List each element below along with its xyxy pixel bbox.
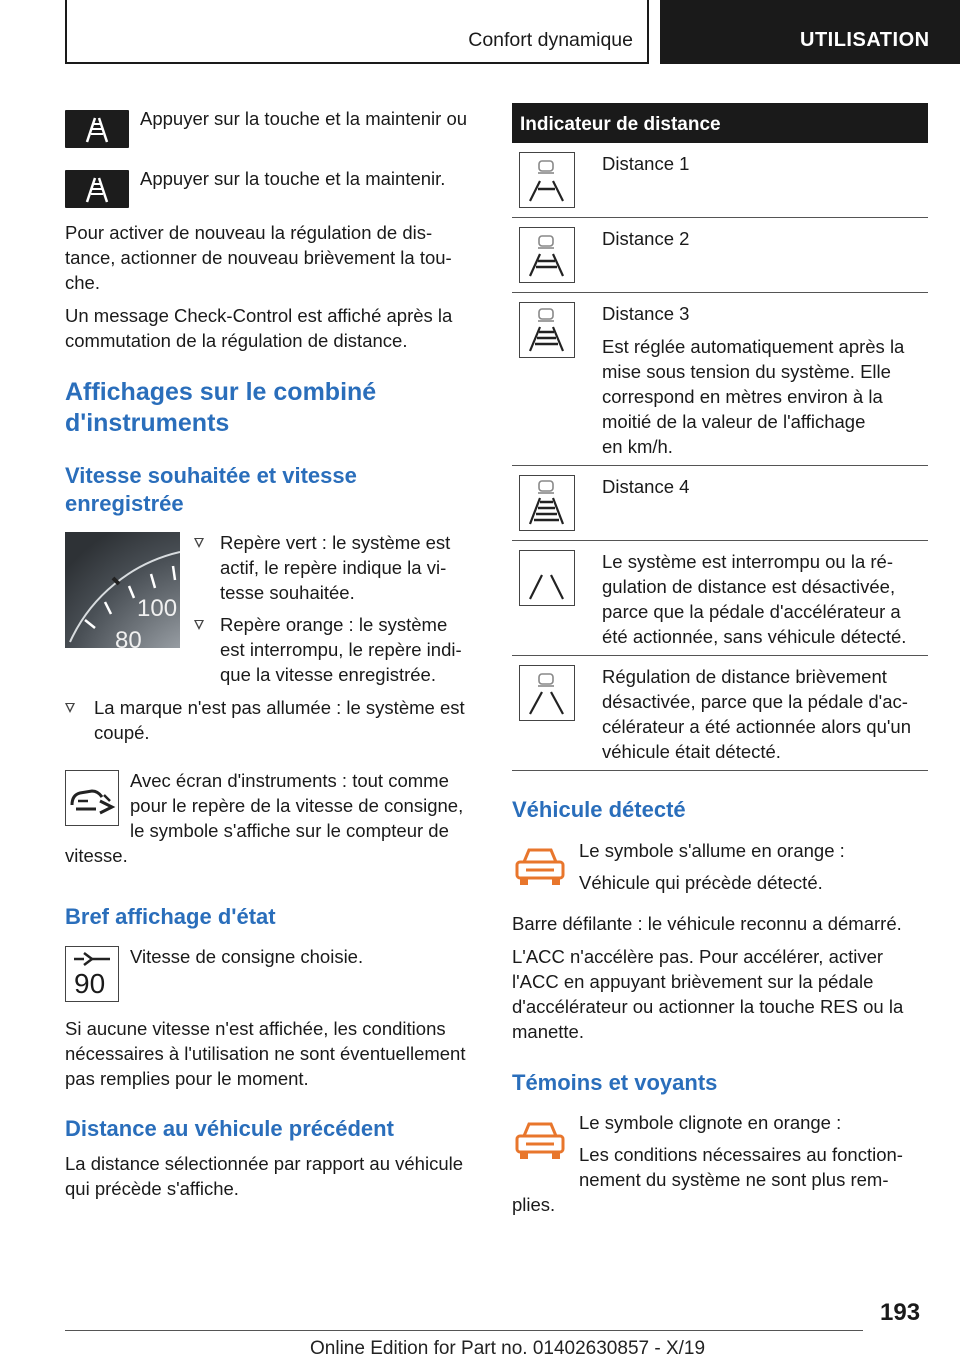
distance-table-title: Indicateur de distance [520, 114, 721, 135]
distance-3-icon [519, 302, 575, 358]
header-chapter-title: UTILISATION [800, 29, 930, 51]
table-row [512, 541, 928, 656]
orange-car-icon [512, 842, 568, 892]
bullet-text: Repère vert : le système est actif, le repère indique la vi- tesse souhaitée. [220, 532, 451, 603]
distance-3-description: Est réglée automatiquement après la mise sous tension du système. Elle correspond en mètres environ à la moitié de la valeur de l'affichage en km/h. [602, 336, 905, 457]
heading-vehicule-detecte: Véhicule détecté [512, 797, 686, 822]
vehicle-lit-text: Le symbole s'allume en orange : [579, 840, 845, 861]
speed-limit-car-icon [65, 770, 119, 826]
gauge-label-100: 100 [137, 595, 178, 622]
vehicle-detected-paused-text: Régulation de distance brièvement désactivée, parce que la pédale d'ac- célérateur a été actionnée alors qu'un véhicule était détecté. [602, 666, 911, 762]
heading-bref: Bref affichage d'état [65, 904, 276, 929]
instrument-screen-tail: vitesse. [65, 845, 128, 866]
distance-1-icon [519, 152, 575, 208]
distance-paragraph: La distance sélectionnée par rapport au véhicule qui précède s'affiche. [65, 1153, 464, 1199]
page-number: 193 [880, 1299, 921, 1326]
acc-paragraph: L'ACC n'accélère pas. Pour accélérer, activer l'ACC en appuyant brièvement sur la pédale d'accélérateur ou actionner la touche RES ou la manette. [512, 946, 904, 1042]
table-row [512, 656, 928, 771]
set-speed-number: 90 [74, 968, 106, 999]
distance-3-cell [602, 301, 927, 459]
distance-table-header [512, 103, 928, 143]
system-interrupted-icon [519, 550, 575, 606]
key-hold-text-1: Appuyer sur la touche et la maintenir ou [140, 108, 468, 129]
bref-text: Vitesse de consigne choisie. [130, 946, 364, 967]
footer-edition: Online Edition for Part no. 01402630857 - X/19 [310, 1338, 706, 1359]
check-control-paragraph: Un message Check-Control est affiché après la commutation de la régulation de distance. [65, 305, 453, 351]
vehicle-detected-paused-icon [519, 665, 575, 721]
scroll-bar-paragraph: Barre défilante : le véhicule reconnu a démarré. [512, 913, 902, 934]
instrument-screen-paragraph: Avec écran d'instruments : tout comme pour le repère de la vitesse de consigne, le symbole s'affiche sur le compteur de [130, 770, 464, 841]
distance-key-icon [65, 170, 129, 208]
set-speed-90-icon [65, 946, 119, 1002]
header-chapter-box [660, 0, 960, 64]
bullet-triangle-icon [194, 620, 204, 630]
vehicle-detected-text: Véhicule qui précède détecté. [579, 872, 823, 893]
gauge-label-80: 80 [115, 627, 142, 648]
heading-affichages: Affichages sur le combiné d'instruments [65, 378, 377, 437]
reactivate-paragraph: Pour activer de nouveau la régulation de dis- tance, actionner de nouveau brièvement la tou- che. [65, 222, 452, 293]
distance-1-text: Distance 1 [602, 153, 690, 174]
distance-3-text: Distance 3 [602, 303, 690, 324]
no-speed-paragraph: Si aucune vitesse n'est affichée, les conditions nécessaires à l'utilisation ne sont éventuellement pas remplies pour le moment. [65, 1018, 466, 1089]
heading-vitesse: Vitesse souhaitée et vitesse enregistrée [65, 463, 357, 516]
footer-divider [65, 1330, 863, 1331]
system-interrupted-text: Le système est interrompu ou la ré- gulation de distance est désactivée, parce que la pédale d'accélérateur a été actionnée, sans véhicule détecté. [602, 551, 907, 647]
speedometer-image [65, 532, 180, 648]
table-row [512, 293, 928, 466]
bullet-triangle-icon [65, 703, 75, 713]
bullet-not-lit [65, 695, 485, 745]
distance-4-icon [519, 475, 575, 531]
distance-key-icon [65, 110, 129, 148]
conditions-not-met-text: Les conditions nécessaires au fonction- nement du système ne sont plus rem- [579, 1144, 903, 1190]
key-hold-text-2: Appuyer sur la touche et la maintenir. [140, 168, 446, 189]
header-section-box [65, 0, 649, 64]
symbol-flashing-text: Le symbole clignote en orange : [579, 1112, 842, 1133]
conditions-not-met-tail: plies. [512, 1194, 556, 1215]
bullet-text: La marque n'est pas allumée : le système est coupé. [94, 697, 465, 743]
heading-distance: Distance au véhicule précédent [65, 1116, 394, 1141]
bullet-orange-mark [194, 612, 484, 687]
bullet-triangle-icon [194, 538, 204, 548]
distance-2-text: Distance 2 [602, 228, 690, 249]
bullet-text: Repère orange : le système est interrompu, le repère indi- que la vitesse enregistrée. [220, 614, 462, 685]
bullet-green-mark [194, 530, 484, 605]
distance-4-text: Distance 4 [602, 476, 690, 497]
table-row [512, 466, 928, 541]
header-section-title: Confort dynamique [468, 29, 633, 51]
table-row [512, 218, 928, 293]
table-row [512, 143, 928, 218]
orange-car-icon [512, 1116, 568, 1166]
heading-temoins: Témoins et voyants [512, 1070, 718, 1095]
distance-2-icon [519, 227, 575, 283]
